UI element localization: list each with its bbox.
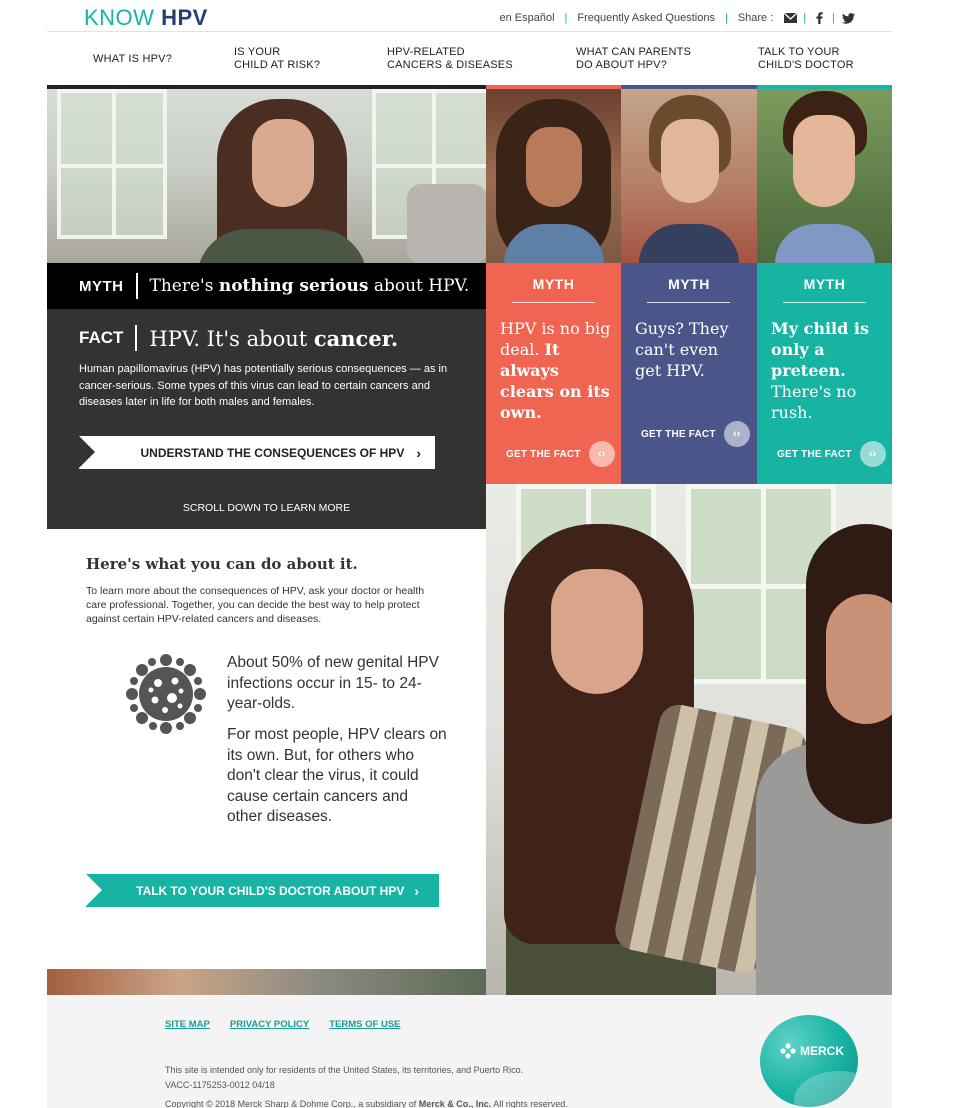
- merck-logo[interactable]: [760, 1015, 858, 1107]
- merck-wordmark: MERCK: [800, 1044, 844, 1058]
- scroll-down-link[interactable]: SCROLL DOWN TO LEARN MORE: [182, 502, 351, 514]
- statistic-clears: For most people, HPV clears on its own. But, for others who don't clear the virus, it could cause certain cancers and other diseases.: [227, 726, 447, 825]
- face: [793, 115, 855, 207]
- stat-part: genital HPV infections: [227, 654, 439, 692]
- photo-strip: [47, 969, 486, 995]
- flip-arrows-icon: ‹›: [724, 421, 750, 447]
- divider: [647, 302, 730, 303]
- face: [526, 127, 582, 207]
- separator: |: [564, 12, 568, 24]
- hero-fact-panel: [47, 309, 486, 529]
- logo-hpv: HPV: [161, 5, 208, 30]
- face: [661, 119, 719, 203]
- card-statement: [771, 318, 883, 423]
- myth-card-big-deal[interactable]: [486, 263, 621, 484]
- understand-consequences-button[interactable]: [79, 436, 435, 469]
- get-the-fact-link[interactable]: [777, 441, 886, 467]
- fact-head-part: HPV. It's about: [149, 326, 314, 351]
- card-statement: Guys? They can't even get HPV.: [635, 319, 729, 380]
- twitter-icon[interactable]: [841, 12, 855, 24]
- main-nav: [47, 33, 892, 85]
- statement-bold: It always clears on its own.: [500, 340, 610, 422]
- window: [57, 89, 167, 239]
- nav-what-parents-do[interactable]: [576, 33, 758, 85]
- divider: [783, 302, 866, 303]
- top-bar: [47, 0, 892, 32]
- stat-bold: 15- to 24-year-olds.: [227, 674, 422, 712]
- separator: |: [724, 12, 728, 24]
- stat-bold: About 50% of new: [227, 654, 353, 671]
- get-fact-label: GET THE FACT: [506, 448, 581, 460]
- privacy-policy-link[interactable]: PRIVACY POLICY: [229, 1019, 310, 1030]
- fact-head-bold: cancer.: [313, 325, 399, 351]
- card-title: MYTH: [803, 276, 846, 292]
- divider: [135, 325, 137, 351]
- virus-icon: [125, 653, 207, 735]
- copyright-part: All rights reserved.: [491, 1099, 568, 1108]
- statement-bold: My child is only a preteen.: [771, 319, 869, 380]
- nav-talk-to-doctor[interactable]: [758, 33, 868, 85]
- stat-bold: occur: [296, 674, 335, 692]
- section-body: To learn more about the consequences of HPV, ask your doctor or health care professional. Together, you can decide the best way to help protect against certain HPV-related cancers and diseases.: [86, 585, 425, 625]
- footer: [47, 995, 892, 1108]
- copyright-part: Copyright © 2018 Merck Sharp & Dohme Corp., a subsidiary of: [165, 1099, 419, 1108]
- statistic-infections: [227, 653, 447, 715]
- page: [47, 0, 892, 1108]
- nav-label: HPV-RELATED CANCERS & DISEASES: [387, 46, 513, 71]
- espanol-link[interactable]: en Español: [499, 12, 555, 24]
- card-statement: [500, 318, 612, 423]
- button-label: UNDERSTAND THE CONSEQUENCES OF HPV: [140, 445, 405, 460]
- card-title: MYTH: [668, 276, 710, 292]
- nav-hpv-cancers[interactable]: [387, 33, 576, 85]
- nav-label: WHAT CAN PARENTS DO ABOUT HPV?: [576, 46, 692, 71]
- flip-arrows-icon: ‹›: [860, 441, 886, 467]
- flip-arrows-icon: ‹›: [589, 441, 615, 467]
- terms-of-use-link[interactable]: TERMS OF USE: [329, 1019, 401, 1030]
- nav-label: IS YOUR CHILD AT RISK?: [234, 46, 321, 71]
- facebook-icon[interactable]: [812, 12, 826, 24]
- myth-statement: [150, 276, 470, 296]
- divider: [512, 302, 595, 303]
- card-title: MYTH: [532, 276, 575, 292]
- fact-body: Human papillomavirus (HPV) has potentially serious consequences — as in cancer-serious. Some types of this virus can lead to certain cancers and diseases later in life for both males and females.: [79, 363, 448, 408]
- separator: |: [803, 12, 807, 24]
- email-icon[interactable]: [783, 12, 797, 24]
- residents-note: This site is intended only for residents of the United States, its territories, and Puerto Rico.: [165, 1065, 524, 1075]
- statement-part: HPV is no big deal.: [500, 319, 611, 359]
- statement-part: There's no rush.: [771, 382, 857, 422]
- button-label: TALK TO YOUR CHILD'S DOCTOR ABOUT HPV: [136, 883, 405, 898]
- hero-photo-girl: [47, 89, 486, 263]
- get-the-fact-link[interactable]: [641, 421, 750, 447]
- photo-mother-daughter: [486, 484, 892, 995]
- footer-links: [165, 1019, 401, 1030]
- photo-boy-dark: [757, 89, 892, 263]
- chevron-right-icon: ›: [414, 882, 419, 899]
- nav-label: WHAT IS HPV?: [93, 52, 173, 65]
- pillow: [407, 184, 486, 263]
- merck-symbol-icon: [780, 1043, 796, 1059]
- copyright-bold: Merck & Co., Inc.: [418, 1099, 492, 1108]
- myth-text-bold: nothing serious: [218, 276, 369, 296]
- nav-label: TALK TO YOUR CHILD'S DOCTOR: [758, 46, 854, 71]
- what-you-can-do-panel: [47, 529, 486, 969]
- photo-girl-curly: [486, 89, 621, 263]
- share-icons: [783, 12, 855, 24]
- myth-text-part: about HPV.: [368, 276, 470, 296]
- hero-myth-bar: [47, 263, 486, 309]
- separator: |: [832, 12, 835, 24]
- mother-face: [826, 594, 892, 724]
- face: [252, 119, 314, 207]
- myth-text-part: There's: [149, 276, 219, 296]
- know-hpv-logo[interactable]: [84, 5, 208, 31]
- divider: [136, 273, 138, 299]
- stat-part: in: [334, 674, 356, 692]
- talk-to-doctor-button[interactable]: [86, 874, 439, 907]
- section-title: Here's what you can do about it.: [86, 555, 358, 573]
- logo-swoosh: [794, 1071, 858, 1107]
- fact-label: FACT: [79, 328, 124, 347]
- copyright: [165, 1099, 568, 1108]
- merck-logo-mark: [780, 1043, 844, 1059]
- photo-boy-sandy: [621, 89, 757, 263]
- share-label: Share :: [737, 12, 774, 24]
- material-code: VACC-1175253-0012 04/18: [165, 1080, 275, 1090]
- get-fact-label: GET THE FACT: [641, 428, 716, 440]
- nav-what-is-hpv[interactable]: [93, 33, 234, 85]
- daughter-face: [551, 569, 643, 694]
- get-the-fact-link[interactable]: [506, 441, 615, 467]
- fact-heading-row: [79, 325, 398, 351]
- myth-card-preteen[interactable]: [757, 263, 892, 484]
- nav-child-at-risk[interactable]: [234, 33, 387, 85]
- myth-label: MYTH: [79, 277, 124, 295]
- myth-card-guys[interactable]: [621, 263, 757, 484]
- faq-link[interactable]: Frequently Asked Questions: [577, 12, 715, 24]
- site-map-link[interactable]: SITE MAP: [165, 1019, 210, 1030]
- utility-links: [499, 12, 855, 24]
- fact-heading: [149, 326, 398, 351]
- logo-know: KNOW: [84, 5, 155, 30]
- get-fact-label: GET THE FACT: [777, 448, 852, 460]
- chevron-right-icon: ›: [416, 444, 421, 461]
